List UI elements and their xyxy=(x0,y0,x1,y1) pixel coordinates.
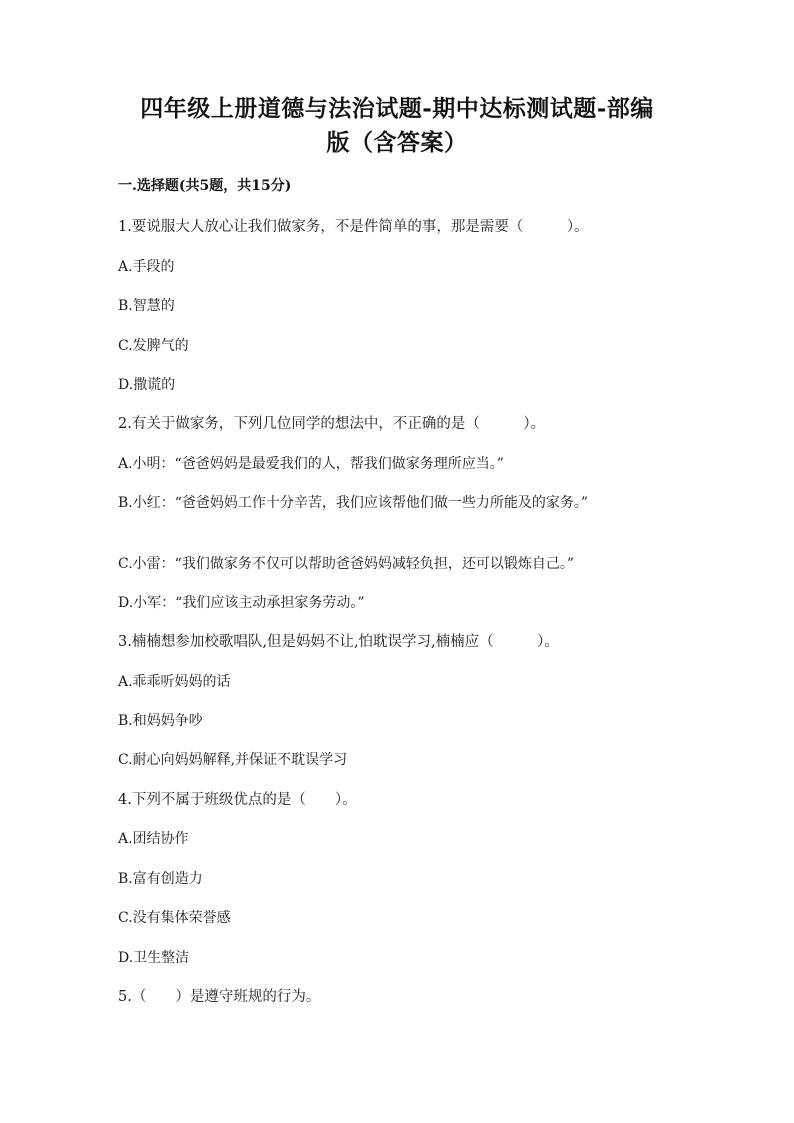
title-line-2: 版（含答案） xyxy=(326,129,468,156)
question-stem: 4.下列不属于班级优点的是（ ）。 xyxy=(118,792,357,808)
question-stem: 1.要说服大人放心让我们做家务，不是件简单的事，那是需要（ ）。 xyxy=(118,219,589,235)
option: D.撒谎的 xyxy=(118,377,176,393)
option: C.小雷：“我们做家务不仅可以帮助爸爸妈妈减轻负担，还可以锻炼自己。” xyxy=(118,556,574,572)
option: D.卫生整洁 xyxy=(118,950,190,966)
option: B.小红：“爸爸妈妈工作十分辛苦，我们应该帮他们做一些力所能及的家务。” xyxy=(118,495,589,511)
option: D.小军：“我们应该主动承担家务劳动。” xyxy=(118,595,365,611)
option: B.富有创造力 xyxy=(118,871,203,887)
option: B.智慧的 xyxy=(118,298,175,314)
option: A.团结协作 xyxy=(118,831,189,847)
option: A.手段的 xyxy=(118,259,175,275)
option: C.耐心向妈妈解释,并保证不耽误学习 xyxy=(118,752,348,768)
option: A.乖乖听妈妈的话 xyxy=(118,674,231,690)
option: C.发脾气的 xyxy=(118,338,189,354)
question-stem: 5.（ ）是遵守班规的行为。 xyxy=(118,989,321,1005)
question-stem: 2.有关于做家务，下列几位同学的想法中，不正确的是（ ）。 xyxy=(118,416,546,432)
option: B.和妈妈争吵 xyxy=(118,713,203,729)
option: C.没有集体荣誉感 xyxy=(118,910,231,926)
title-line-1: 四年级上册道德与法治试题-期中达标测试题-部编 xyxy=(140,95,654,122)
option: A.小明：“爸爸妈妈是最爱我们的人，帮我们做家务理所应当。” xyxy=(118,456,504,472)
question-stem: 3.楠楠想参加校歌唱队,但是妈妈不让,怕耽误学习,楠楠应（ ）。 xyxy=(118,634,559,650)
document-title xyxy=(120,92,674,160)
section-heading: 一.选择题(共5题，共15分) xyxy=(118,178,292,194)
